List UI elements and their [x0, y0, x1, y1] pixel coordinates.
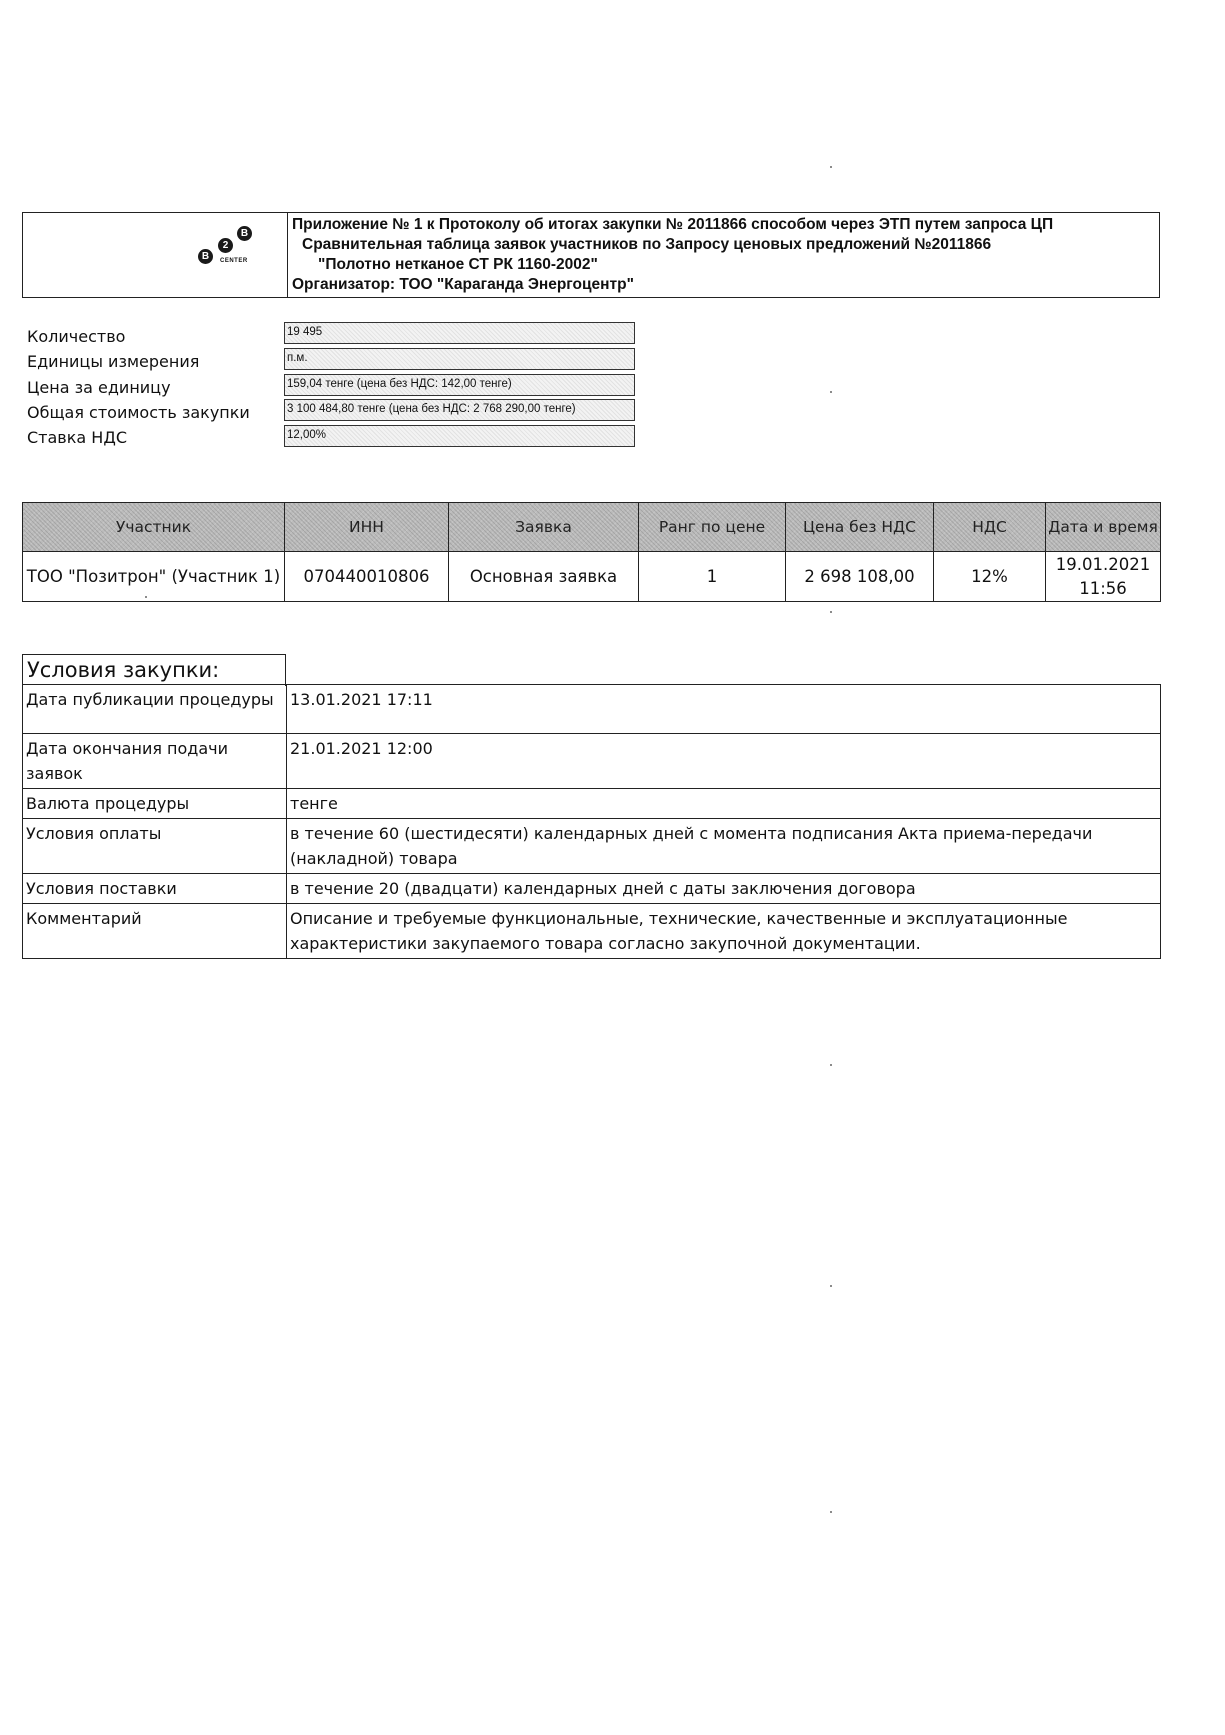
scan-speck: [830, 1511, 832, 1513]
scan-speck: [830, 1064, 832, 1066]
condition-label: Валюта процедуры: [23, 789, 287, 819]
condition-row-comment: [23, 904, 1161, 959]
param-value-quantity: 19 495: [284, 322, 635, 344]
participants-header-row: [23, 503, 1161, 552]
cell-vat: 12%: [934, 552, 1046, 602]
condition-row-deadline: [23, 734, 1161, 789]
document-header: [22, 212, 1160, 298]
param-value-unit-price: 159,04 тенге (цена без НДС: 142,00 тенге): [284, 374, 635, 396]
header-line-table-title: Сравнительная таблица заявок участников по Запросу ценовых предложений №2011866: [302, 236, 992, 253]
cell-date: 19.01.2021: [1055, 554, 1151, 574]
logo-b-left: B: [198, 249, 213, 264]
param-label-unit-price: Цена за единицу: [27, 378, 171, 397]
param-label-vat-rate: Ставка НДС: [27, 428, 127, 447]
param-label-unit: Единицы измерения: [27, 352, 200, 371]
cell-datetime: [1046, 552, 1161, 602]
col-header-price: Цена без НДС: [786, 503, 934, 552]
param-value-total-cost: 3 100 484,80 тенге (цена без НДС: 2 768 290,00 тенге): [284, 399, 635, 421]
logo-two: 2: [218, 238, 233, 253]
param-value-unit: п.м.: [284, 348, 635, 370]
header-line-item: "Полотно нетканое СТ РК 1160-2002": [318, 256, 598, 273]
condition-value: 13.01.2021 17:11: [287, 685, 1161, 734]
col-header-vat: НДС: [934, 503, 1046, 552]
participants-table: [22, 502, 1161, 602]
col-header-participant: Участник: [23, 503, 285, 552]
scan-speck: [830, 611, 832, 613]
condition-value: тенге: [287, 789, 1161, 819]
condition-value: в течение 60 (шестидесяти) календарных дней с момента подписания Акта приема-передачи (накладной) товара: [287, 819, 1161, 874]
scan-speck: [145, 596, 147, 598]
logo-cell: [23, 213, 288, 297]
condition-label: Дата публикации процедуры: [23, 685, 287, 734]
logo-b-right: B: [237, 226, 252, 241]
condition-value: в течение 20 (двадцати) календарных дней с даты заключения договора: [287, 874, 1161, 904]
header-line-organizer: Организатор: ТОО "Караганда Энергоцентр": [292, 276, 634, 293]
condition-row-payment-terms: [23, 819, 1161, 874]
param-value-vat-rate: 12,00%: [284, 425, 635, 447]
cell-participant: ТОО "Позитрон" (Участник 1): [23, 552, 285, 602]
col-header-datetime: Дата и время: [1046, 503, 1161, 552]
condition-label: Условия оплаты: [23, 819, 287, 874]
cell-rank: 1: [639, 552, 786, 602]
header-text: [288, 213, 1159, 297]
cell-price: 2 698 108,00: [786, 552, 934, 602]
condition-row-currency: [23, 789, 1161, 819]
scan-speck: [830, 166, 832, 168]
param-label-total-cost: Общая стоимость закупки: [27, 403, 250, 422]
conditions-title: Условия закупки:: [22, 654, 286, 686]
logo-center-text: CENTER: [220, 258, 248, 264]
conditions-table: [22, 684, 1161, 959]
col-header-application: Заявка: [449, 503, 639, 552]
param-label-quantity: Количество: [27, 327, 126, 346]
cell-application: Основная заявка: [449, 552, 639, 602]
condition-value: 21.01.2021 12:00: [287, 734, 1161, 789]
header-line-annex: Приложение № 1 к Протоколу об итогах закупки № 2011866 способом через ЭТП путем запроса ЦП: [292, 216, 1054, 233]
cell-inn: 070440010806: [285, 552, 449, 602]
condition-label: Комментарий: [23, 904, 287, 959]
col-header-rank: Ранг по цене: [639, 503, 786, 552]
condition-label: Условия поставки: [23, 874, 287, 904]
col-header-inn: ИНН: [285, 503, 449, 552]
condition-row-publication-date: [23, 685, 1161, 734]
condition-label: Дата окончания подачи заявок: [23, 734, 287, 789]
scan-speck: [830, 391, 832, 393]
condition-value: Описание и требуемые функциональные, технические, качественные и эксплуатационные характеристики закупаемого товара согласно закупочной документации.: [287, 904, 1161, 959]
table-row: [23, 552, 1161, 602]
condition-row-delivery-terms: [23, 874, 1161, 904]
cell-time: 11:56: [1079, 578, 1127, 598]
scan-speck: [830, 1285, 832, 1287]
